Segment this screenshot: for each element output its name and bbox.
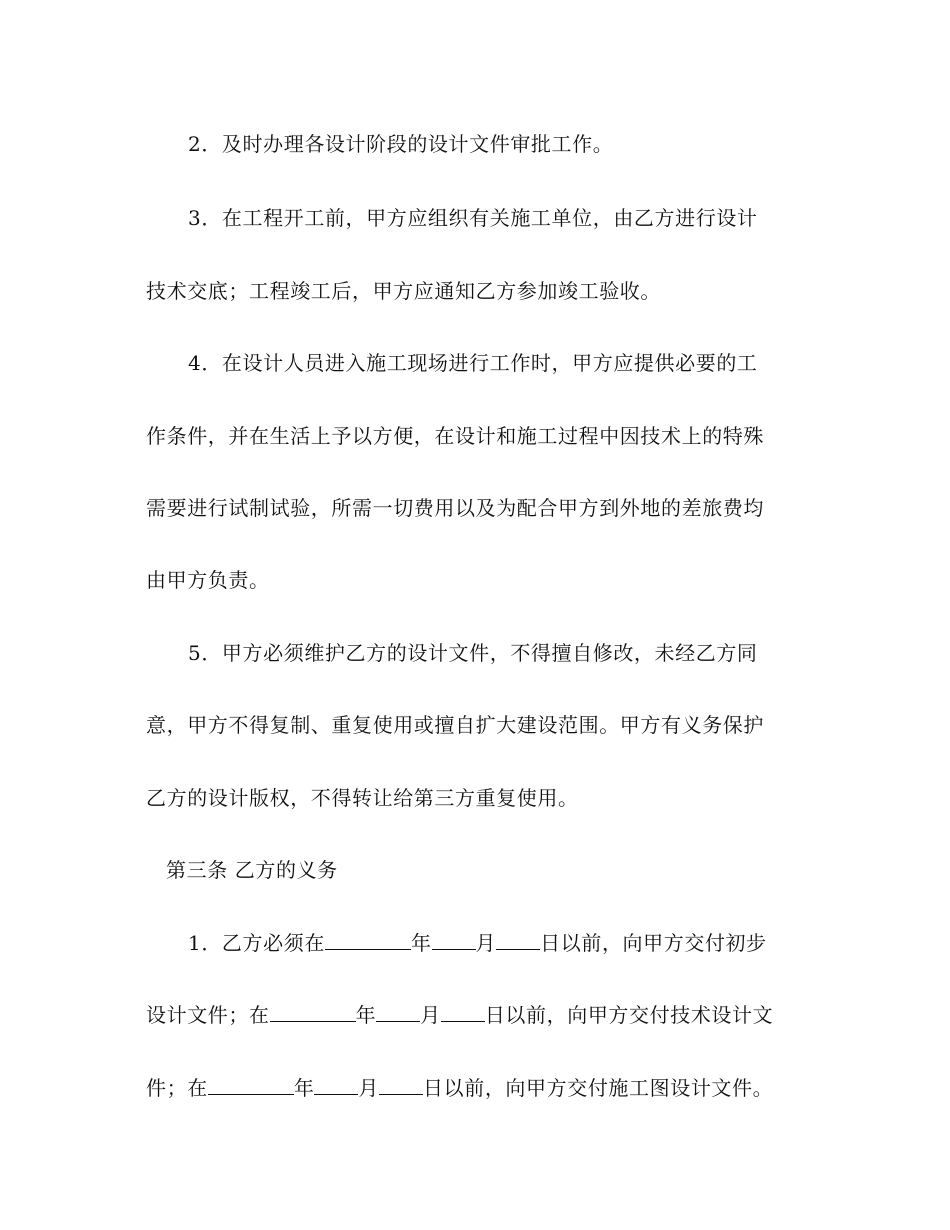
obligation-1-line-2-lead: 设计文件；在: [146, 1003, 270, 1027]
obligation-1-line-3: [146, 1075, 773, 1101]
clause-4-line-4: 由甲方负责。: [146, 568, 270, 592]
day-blank: [441, 1005, 485, 1022]
year-label: 年: [293, 1076, 315, 1100]
month-label: 月: [475, 931, 497, 955]
day-blank: [379, 1078, 423, 1095]
month-label: 月: [420, 1003, 441, 1027]
article-3-heading: 第三条 乙方的义务: [166, 858, 338, 882]
clause-3-line-1: 3．在工程开工前，甲方应组织有关施工单位，由乙方进行设计: [188, 206, 758, 230]
obligation-1-lead: 1．乙方必须在: [188, 931, 325, 955]
month-blank: [432, 933, 476, 950]
construction-drawing-deadline-text: 日以前，向甲方交付施工图设计文件。: [423, 1076, 774, 1100]
clause-2-line: 2．及时办理各设计阶段的设计文件审批工作。: [188, 132, 614, 156]
obligation-1-line-3-lead: 件；在: [146, 1076, 208, 1100]
clause-4-line-2: 作条件，并在生活上予以方便，在设计和施工过程中因技术上的特殊: [146, 424, 764, 448]
clause-3-line-2: 技术交底；工程竣工后，甲方应通知乙方参加竣工验收。: [146, 279, 661, 303]
day-blank: [496, 933, 540, 950]
clause-5-line-3: 乙方的设计版权，不得转让给第三方重复使用。: [146, 786, 579, 810]
year-blank: [208, 1078, 294, 1095]
clause-4-line-1: 4．在设计人员进入施工现场进行工作时，甲方应提供必要的工: [188, 351, 758, 375]
year-blank: [270, 1005, 356, 1022]
year-label: 年: [355, 1003, 377, 1027]
technical-design-deadline-text: 日以前，向甲方交付技术设计文: [484, 1003, 774, 1027]
month-label: 月: [358, 1076, 380, 1100]
year-label: 年: [410, 931, 432, 955]
clause-4-line-3: 需要进行试制试验，所需一切费用以及为配合甲方到外地的差旅费均: [146, 496, 764, 520]
month-blank: [376, 1005, 420, 1022]
month-blank: [314, 1078, 358, 1095]
obligation-1-line-1: [188, 930, 767, 956]
clause-5-line-1: 5．甲方必须维护乙方的设计文件，不得擅自修改，未经乙方同: [188, 641, 758, 665]
year-blank: [325, 933, 411, 950]
preliminary-design-deadline-text: 日以前，向甲方交付初步: [540, 931, 767, 955]
obligation-1-line-2: [146, 1002, 773, 1028]
clause-5-line-2: 意，甲方不得复制、重复使用或擅自扩大建设范围。甲方有义务保护: [146, 713, 764, 737]
